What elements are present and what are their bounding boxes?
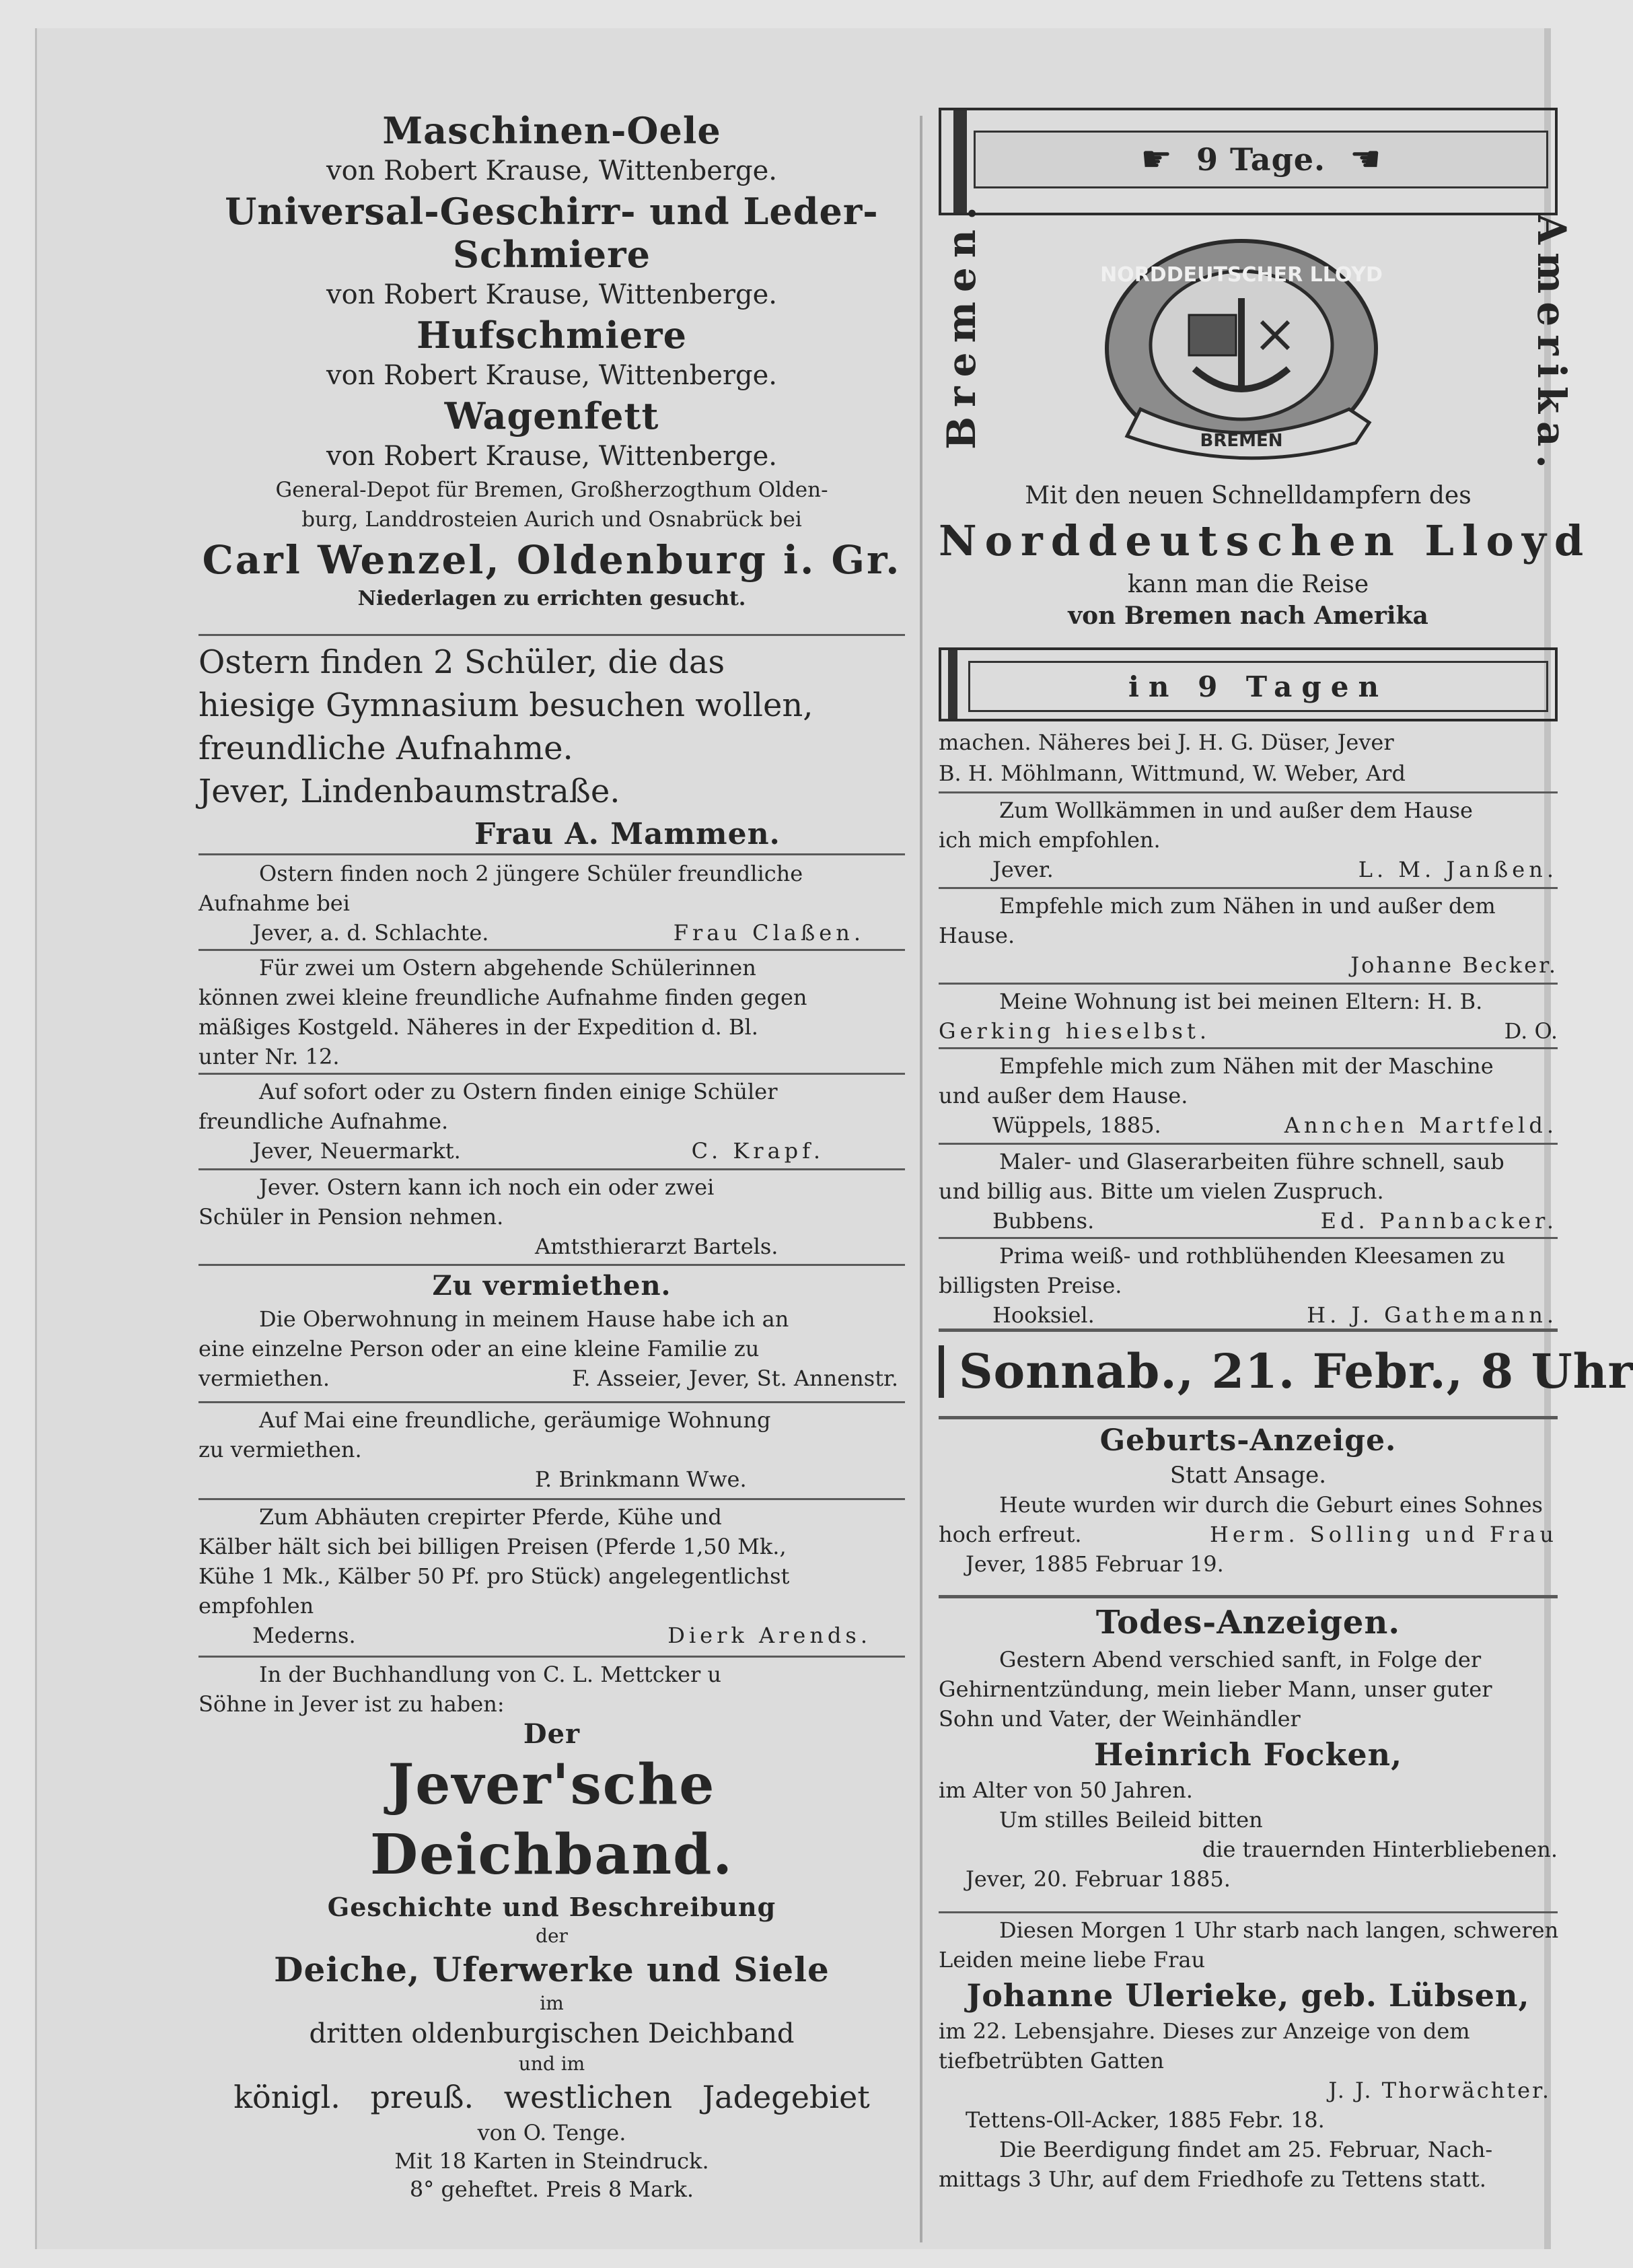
ad-text: burg, Landdrosteien Aurich und Osnabrück bei: [301, 507, 802, 532]
ad-text: Empfehle mich zum Nähen in und außer dem: [999, 893, 1496, 919]
ad-ostern-classen: [198, 859, 905, 948]
ad-text: Ostern finden 2 Schüler, die das: [198, 643, 725, 681]
book-subtitle: Geschichte und Beschreibung: [327, 1892, 776, 1922]
ad-text: und billig aus. Bitte um vielen Zuspruch.: [939, 1178, 1384, 1204]
ad-text: zu vermiethen.: [198, 1437, 362, 1462]
ad-text: Kühe 1 Mk., Kälber 50 Pf. pro Stück) angelegentlichst: [198, 1563, 790, 1589]
ad-text: von Robert Krause, Wittenberge.: [326, 441, 777, 472]
ad-text: können zwei kleine freundliche Aufnahme finden gegen: [198, 985, 807, 1010]
ad-place: Jever, Neuermarkt.: [252, 1138, 461, 1164]
deceased-name: Heinrich Focken,: [1093, 1736, 1403, 1773]
ad-sonnabend: [939, 1338, 1633, 1405]
ad-ostern-mammen: [198, 641, 905, 856]
separator: [939, 1911, 1558, 1913]
ad-text: Zum Abhäuten crepirter Pferde, Kühe und: [259, 1504, 722, 1530]
separator: [939, 1047, 1558, 1049]
ad-mai-brinkmann: [198, 1405, 905, 1494]
ad-text: Leiden meine liebe Frau: [939, 1947, 1206, 1973]
ad-place: Bubbens.: [992, 1208, 1095, 1234]
ad-text: Gerking hieselbst.: [939, 1018, 1210, 1044]
ad-heading: Todes-Anzeigen.: [1095, 1604, 1401, 1641]
lloyd-days-box-label: in 9 Tagen: [1128, 670, 1389, 703]
separator: [198, 1498, 905, 1500]
ad-signature: Johanne Becker.: [1350, 952, 1558, 978]
separator: [198, 853, 905, 855]
ad-sonnabend-date: Sonnab., 21. Febr., 8 Uhr: [959, 1343, 1633, 1399]
lloyd-company-name: Norddeutschen Lloyd: [939, 516, 1592, 565]
seal-banner-text: BREMEN: [1200, 431, 1283, 451]
ad-date: Jever, 1885 Februar 19.: [966, 1551, 1224, 1577]
book-text: dritten oldenburgischen Deichband: [309, 2018, 795, 2049]
ad-text: von Robert Krause, Wittenberge.: [326, 360, 777, 391]
ad-text: Meine Wohnung ist bei meinen Eltern: H. B.: [999, 989, 1483, 1014]
ad-text: Sohn und Vater, der Weinhändler: [939, 1706, 1301, 1732]
separator: [939, 1416, 1558, 1419]
column-divider: [920, 116, 922, 2242]
ad-text: Aufnahme bei: [198, 890, 350, 916]
separator: [198, 1264, 905, 1266]
ad-maschinen-oele: [198, 109, 905, 612]
ad-firm-name: Carl Wenzel, Oldenburg i. Gr.: [202, 537, 902, 583]
ad-schuelerinnen: [198, 953, 905, 1071]
separator: [198, 1073, 905, 1075]
ad-text: Maler- und Glaserarbeiten führe schnell, saub: [999, 1149, 1504, 1174]
ad-signature: D. O.: [1504, 1018, 1558, 1044]
ad-todes-luebsen: [939, 1915, 1558, 2194]
ad-signature: Frau Claßen.: [673, 920, 865, 946]
ad-date: Jever, 20. Februar 1885.: [966, 1866, 1231, 1892]
ad-kleesamen: [939, 1241, 1558, 1330]
ad-text: empfohlen: [198, 1593, 314, 1619]
ad-title: Maschinen-Oele: [382, 109, 721, 152]
newspaper-page: [35, 28, 1633, 2249]
ad-text: ich mich empfohlen.: [939, 827, 1161, 853]
ad-wollkaemmen: [939, 795, 1558, 884]
separator: [939, 1595, 1558, 1598]
separator: [198, 1401, 905, 1403]
separator: [939, 1328, 1558, 1332]
ad-signature: H. J. Gathemann.: [1307, 1302, 1558, 1328]
ad-text: Hause.: [939, 923, 1015, 948]
ad-signature: Herm. Solling und Frau: [1209, 1522, 1558, 1547]
ad-title: Hufschmiere: [416, 314, 687, 357]
ad-todes-focken: [939, 1600, 1558, 1894]
book-price: 8° geheftet. Preis 8 Mark.: [409, 2176, 694, 2202]
ad-text: Die Oberwohnung in meinem Hause habe ich an: [259, 1306, 789, 1332]
book-text: königl. preuß. westlichen Jadegebiet: [233, 2079, 870, 2115]
ad-text: von Robert Krause, Wittenberge.: [326, 279, 777, 310]
ad-signature: J. J. Thorwächter.: [1328, 2078, 1551, 2103]
ad-lloyd-seal-area: [939, 197, 1574, 490]
ad-text: Statt Ansage.: [1169, 1462, 1327, 1489]
book-text: Mit 18 Karten in Steindruck.: [394, 2148, 709, 2174]
ad-heading: Geburts-Anzeige.: [1099, 1423, 1397, 1458]
ad-place: Hooksiel.: [992, 1302, 1095, 1328]
key-shield-icon: [1189, 315, 1236, 355]
ad-text: Empfehle mich zum Nähen mit der Maschine: [999, 1053, 1494, 1079]
ad-maler-pannbacker: [939, 1147, 1558, 1236]
ad-bartels: [198, 1172, 905, 1261]
ad-text: Für zwei um Ostern abgehende Schülerinnen: [259, 955, 756, 981]
book-subtitle: Deiche, Uferwerke und Siele: [274, 1950, 830, 1989]
separator: [939, 1143, 1558, 1145]
ad-place: Jever, a. d. Schlachte.: [252, 920, 489, 946]
ad-text: Die Beerdigung findet am 25. Februar, Nach-: [999, 2137, 1493, 2162]
ad-text: Auf Mai eine freundliche, geräumige Wohnung: [259, 1407, 771, 1433]
ad-text: freundliche Aufnahme.: [198, 730, 573, 767]
ad-naehen-martfeld: [939, 1051, 1558, 1140]
bars-ornament-icon: [939, 1345, 944, 1398]
ad-text: Zum Wollkämmen in und außer dem Hause: [999, 798, 1473, 823]
ad-text: B. H. Möhlmann, Wittmund, W. Weber, Ard: [939, 760, 1406, 786]
ad-text: von Bremen nach Amerika: [1068, 602, 1428, 630]
ad-place: Wüppels, 1885.: [992, 1112, 1161, 1138]
book-text: und im: [518, 2053, 585, 2075]
ad-text: machen. Näheres bei J. H. G. Düser, Jever: [939, 730, 1394, 755]
lloyd-seal: [1040, 234, 1457, 476]
seal-ring-text: NORDDEUTSCHER LLOYD: [1100, 263, 1383, 287]
ad-text: Schüler in Pension nehmen.: [198, 1204, 504, 1230]
separator: [939, 887, 1558, 889]
ad-signature: Dierk Arends.: [667, 1623, 871, 1648]
ad-text: Kälber hält sich bei billigen Preisen (Pferde 1,50 Mk.,: [198, 1534, 787, 1559]
ad-sofort-krapf: [198, 1077, 905, 1166]
box-shadow-bar: [948, 650, 957, 719]
ad-signature: C. Krapf.: [691, 1138, 824, 1164]
separator: [939, 983, 1558, 985]
ad-text: Diesen Morgen 1 Uhr starb nach langen, schweren: [999, 1917, 1559, 1943]
ad-text: Mit den neuen Schnelldampfern des: [1025, 482, 1472, 509]
ad-text: mittags 3 Uhr, auf dem Friedhofe zu Tettens statt.: [939, 2166, 1486, 2192]
lloyd-days-label: 9 Tage.: [1196, 141, 1326, 178]
ad-signature: L. M. Janßen.: [1358, 857, 1558, 882]
ad-title: Universal-Geschirr- und Leder-Schmiere: [225, 190, 879, 276]
separator: [198, 634, 905, 636]
ad-signature: F. Asseier, Jever, St. Annenstr.: [572, 1366, 898, 1391]
book-text: im: [540, 1992, 564, 2014]
ad-naehen-becker: [939, 891, 1558, 980]
ad-lloyd-days-box: [939, 647, 1558, 721]
separator: [198, 1168, 905, 1170]
ad-text: Söhne in Jever ist zu haben:: [198, 1691, 505, 1717]
ad-text: Ostern finden noch 2 jüngere Schüler freundliche: [259, 861, 803, 886]
ad-text: Jever, Lindenbaumstraße.: [198, 773, 620, 810]
ad-heading: Zu vermiethen.: [432, 1270, 672, 1302]
ad-text: vermiethen.: [198, 1366, 330, 1391]
ad-text: Jever. Ostern kann ich noch ein oder zwei: [259, 1174, 715, 1200]
ad-vermiethen: [198, 1268, 905, 1393]
ad-text: General-Depot für Bremen, Großherzogthum Olden-: [275, 478, 828, 502]
separator: [939, 791, 1558, 793]
ad-text: und außer dem Hause.: [939, 1083, 1188, 1108]
deceased-name: Johanne Ulerieke, geb. Lübsen,: [966, 1977, 1530, 2014]
ad-text: billigsten Preise.: [939, 1273, 1122, 1298]
ad-lloyd-contacts: [939, 727, 1558, 789]
ad-text: hiesige Gymnasium besuchen wollen,: [198, 686, 813, 724]
ad-text: In der Buchhandlung von C. L. Mettcker u: [259, 1662, 722, 1687]
ad-text: Gestern Abend verschied sanft, in Folge der: [999, 1647, 1482, 1672]
ad-text: im 22. Lebensjahre. Dieses zur Anzeige von dem: [939, 2018, 1470, 2044]
book-article: Der: [523, 1718, 581, 1750]
lloyd-vertical-right: Amerika.: [1529, 214, 1574, 476]
ad-text: Heute wurden wir durch die Geburt eines Sohnes: [999, 1492, 1543, 1518]
ad-lloyd-header-box: [939, 108, 1558, 215]
ad-text: Niederlagen zu errichten gesucht.: [357, 587, 746, 610]
book-author: von O. Tenge.: [477, 2120, 626, 2146]
separator: [198, 1656, 905, 1658]
ad-text: von Robert Krause, Wittenberge.: [326, 155, 777, 186]
ad-text: tiefbetrübten Gatten: [939, 2048, 1165, 2074]
ad-geburt: [939, 1421, 1558, 1579]
ad-text: die trauernden Hinterbliebenen.: [1202, 1837, 1558, 1862]
lloyd-vertical-left: Bremen.: [939, 197, 984, 450]
ad-title: Wagenfett: [444, 394, 659, 437]
ad-text: freundliche Aufnahme.: [198, 1108, 449, 1134]
ad-text: mäßiges Kostgeld. Näheres in der Expedition d. Bl.: [198, 1014, 758, 1040]
ad-abhaeuten: [198, 1502, 905, 1650]
ad-text: unter Nr. 12.: [198, 1044, 340, 1069]
ad-text: Gehirnentzündung, mein lieber Mann, unser guter: [939, 1676, 1492, 1702]
book-title: Jever'sche Deichband.: [370, 1752, 733, 1887]
ad-lloyd-text: [939, 479, 1592, 631]
ad-text: kann man die Reise: [1127, 571, 1369, 598]
ad-signature: Amtsthierarzt Bartels.: [535, 1234, 778, 1259]
ad-signature: Ed. Pannbacker.: [1320, 1208, 1558, 1234]
ad-text: im Alter von 50 Jahren.: [939, 1777, 1193, 1803]
ad-place: Jever.: [992, 857, 1054, 882]
ad-buchhandlung: [198, 1660, 905, 2203]
ad-wohnung-gerking: [939, 987, 1558, 1046]
book-text: der: [536, 1925, 568, 1947]
ad-text: Prima weiß- und rothblühenden Kleesamen zu: [999, 1243, 1506, 1269]
ad-date: Tettens-Oll-Acker, 1885 Febr. 18.: [966, 2107, 1325, 2133]
ad-place: Mederns.: [252, 1623, 356, 1648]
ad-text: Um stilles Beileid bitten: [999, 1807, 1263, 1833]
pointing-hand-right-icon: ☛: [1140, 139, 1172, 180]
separator: [198, 949, 905, 951]
ad-signature: P. Brinkmann Wwe.: [535, 1466, 747, 1492]
ad-text: hoch erfreut.: [939, 1522, 1082, 1547]
separator: [939, 1237, 1558, 1239]
pointing-hand-left-icon: ☛: [1350, 139, 1381, 180]
ad-signature: Frau A. Mammen.: [474, 817, 781, 851]
ad-signature: Annchen Martfeld.: [1284, 1112, 1558, 1138]
ad-text: Auf sofort oder zu Ostern finden einige Schüler: [259, 1079, 778, 1104]
ad-text: eine einzelne Person oder an eine kleine Familie zu: [198, 1336, 760, 1361]
